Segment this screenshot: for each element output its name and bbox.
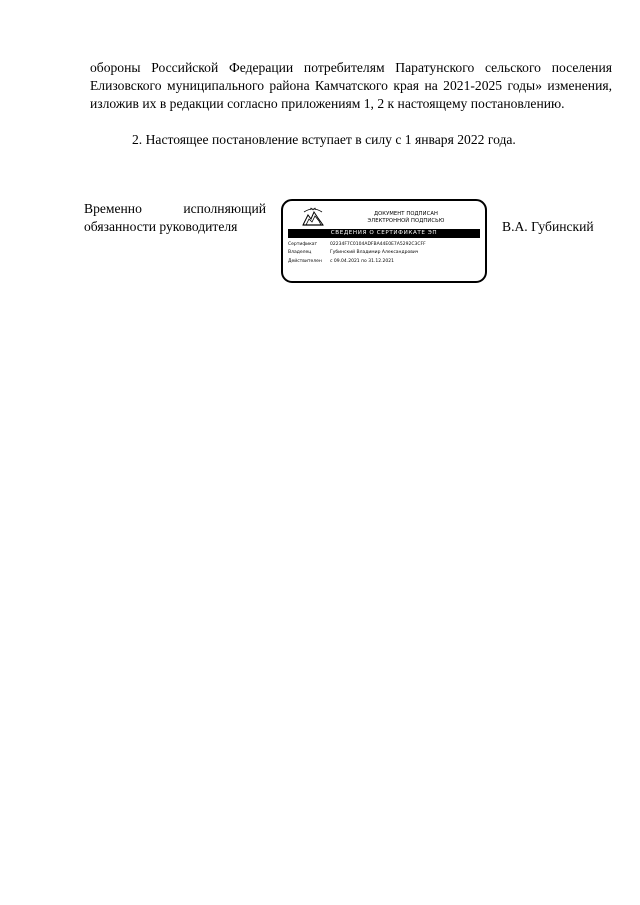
paragraph-effective-date: 2. Настоящее постановление вступает в силу с 1 января 2022 года. xyxy=(132,132,516,147)
paragraph-amendment: обороны Российской Федерации потребителям Паратунского сельского поселения Елизовского муниципального района Камчатского края на 2021-2025 годы» изменения, изложив их в редакции согласно приложениям 1, 2 к настоящему постановлению. xyxy=(90,60,612,111)
stamp-row-validity xyxy=(288,258,426,266)
signer-title-word2: исполняющий xyxy=(183,201,266,216)
stamp-header xyxy=(341,211,471,224)
signer-title-word1: Временно xyxy=(84,201,142,216)
stamp-row-owner xyxy=(288,249,426,257)
stamp-certificate-details xyxy=(288,241,426,266)
stamp-certificate-bar: СВЕДЕНИЯ О СЕРТИФИКАТЕ ЭП xyxy=(288,229,480,238)
signer-title xyxy=(84,200,266,236)
stamp-row-value: 02234F7C0104ADFBA44E0E7A5292C3CFF xyxy=(330,242,426,247)
stamp-row-key: Сертификат xyxy=(288,242,318,247)
stamp-row-value: с 09.04.2021 по 31.12.2021 xyxy=(330,258,394,264)
signer-title-line2: обязанности руководителя xyxy=(84,219,238,234)
stamp-row-certificate xyxy=(288,241,426,249)
coat-of-arms-icon xyxy=(301,207,325,227)
stamp-header-line1: ДОКУМЕНТ ПОДПИСАН xyxy=(373,211,439,217)
stamp-row-value: Губинский Владимир Александрович xyxy=(330,250,419,256)
stamp-header-line2: ЭЛЕКТРОННОЙ ПОДПИСЬЮ xyxy=(367,217,445,224)
electronic-signature-stamp xyxy=(281,199,487,283)
stamp-row-key: Действителен xyxy=(288,258,322,264)
stamp-row-key: Владелец xyxy=(288,250,312,256)
signer-name: В.А. Губинский xyxy=(502,219,594,234)
